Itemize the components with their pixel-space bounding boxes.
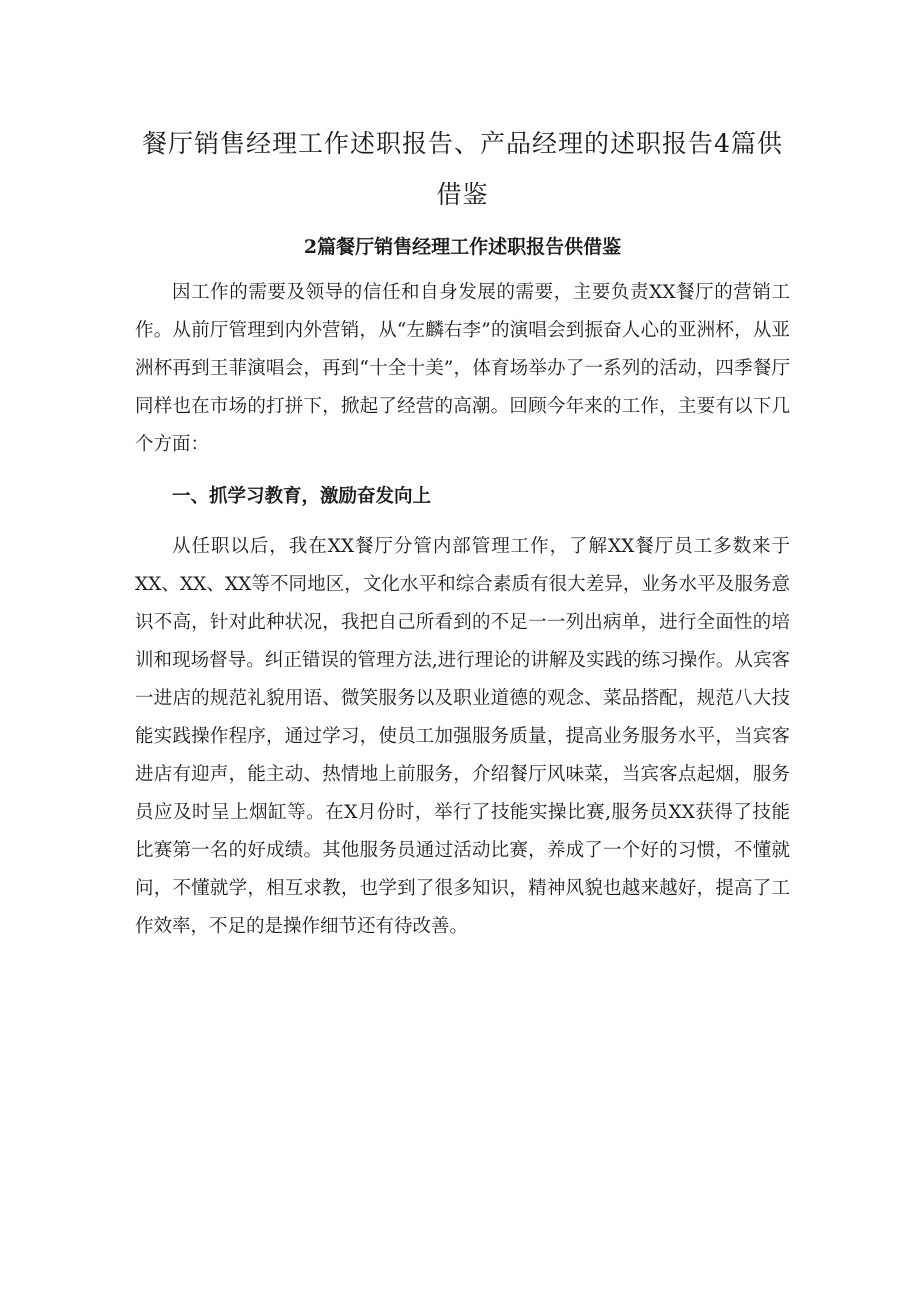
document-page bbox=[135, 118, 790, 946]
document-title: 餐厅销售经理工作述职报告、产品经理的述职报告4篇供借鉴 bbox=[142, 129, 783, 209]
section-heading-1: 一、抓学习教育，激励奋发向上 bbox=[172, 486, 432, 507]
body-paragraph-intro: 因工作的需要及领导的信任和自身发展的需要，主要负责XX餐厅的营销工作。从前厅管理到内外营销，从“左麟右李”的演唱会到振奋人心的亚洲杯，从亚洲杯再到王菲演唱会，再到“十全十美”，体育场举办了一系列的活动，四季餐厅同样也在市场的打拼下，掀起了经营的高潮。回顾今年来的工作，主要有以下几个方面： bbox=[135, 282, 790, 455]
document-subtitle: 2篇餐厅销售经理工作述职报告供借鉴 bbox=[303, 236, 622, 258]
body-paragraph-section-1: 从任职以后，我在XX餐厅分管内部管理工作，了解XX餐厅员工多数来于XX、XX、XX等不同地区，文化水平和综合素质有很大差异，业务水平及服务意识不高，针对此种状况，我把自己所看到的不足一一列出病单，进行全面性的培训和现场督导。纠正错误的管理方法,进行理论的讲解及实践的练习操作。从宾客一进店的规范礼貌用语、微笑服务以及职业道德的观念、菜品搭配，规范八大技能实践操作程序，通过学习，使员工加强服务质量，提高业务服务水平，当宾客进店有迎声，能主动、热情地上前服务，介绍餐厅风味菜，当宾客点起烟，服务员应及时呈上烟缸等。在X月份时，举行了技能实操比赛,服务员XX获得了技能比赛第一名的好成绩。其他服务员通过活动比赛，养成了一个好的习惯，不懂就问，不懂就学，相互求教，也学到了很多知识，精神风貌也越来越好，提高了工作效率，不足的是操作细节还有待改善。 bbox=[135, 536, 790, 937]
